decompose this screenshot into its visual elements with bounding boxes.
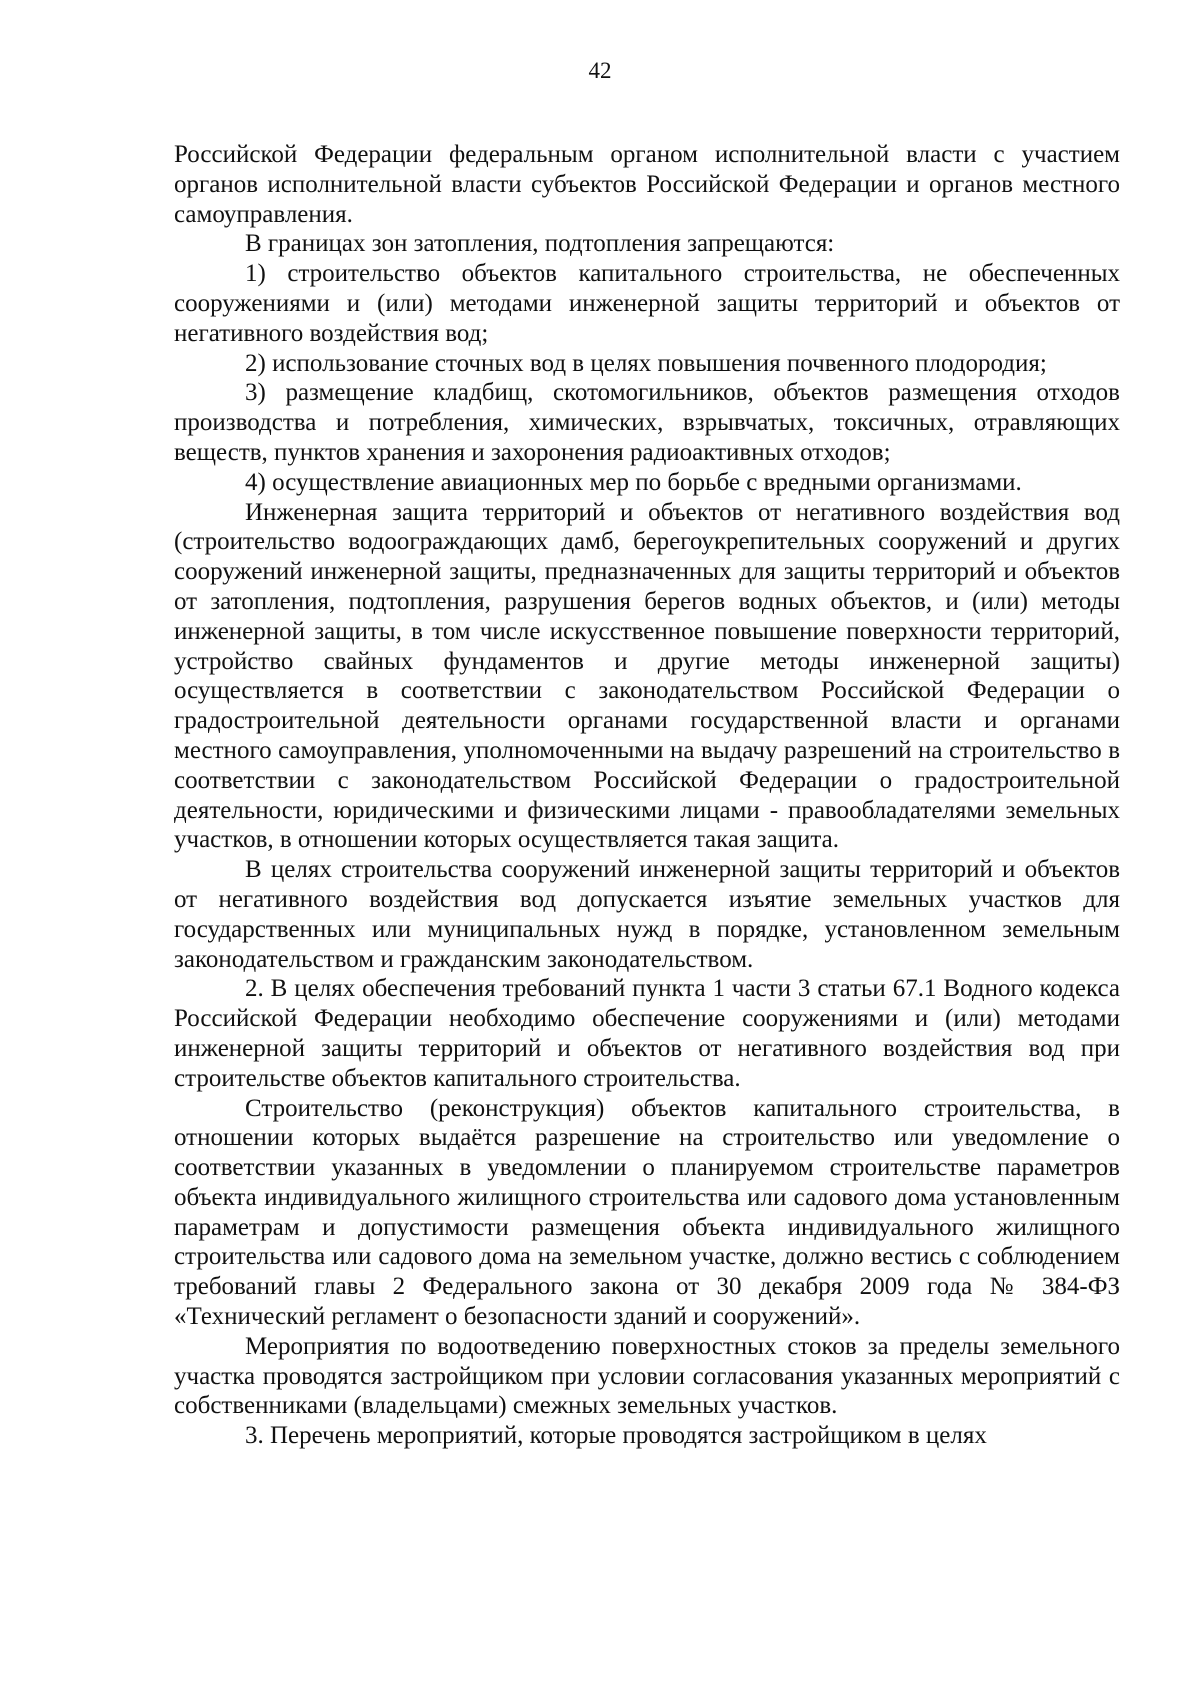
document-body — [174, 140, 1120, 1451]
list-item-4: 4) осуществление авиационных мер по борьбе с вредными организмами. — [245, 468, 1022, 496]
list-item-3: 3) размещение кладбищ, скотомогильников, объектов размещения отходов производства и потребления, химических, взрывчатых, токсичных, отравляющих веществ, пунктов хранения и захоронения радиоактивных отходов; — [174, 379, 1120, 466]
paragraph-prohibitions-intro: В границах зон затопления, подтопления запрещаются: — [245, 230, 835, 258]
paragraph-construction-requirements: Строительство (реконструкция) объектов капитального строительства, в отношении которых выдаётся разрешение на строительство или уведомление о соответствии указанных в уведомлении о планируемом строительстве параметров объекта индивидуального жилищного строительства или садового дома установленным параметрам и допустимости размещения объекта индивидуального жилищного строительства или садового дома на земельном участке, должно вестись с соблюдением требований главы 2 Федерального закона от 30 декабря 2009 года № 384-ФЗ «Технический регламент о безопасности зданий и сооружений». — [174, 1094, 1120, 1331]
paragraph-land-seizure: В целях строительства сооружений инженерной защиты территорий и объектов от негативного воздействия вод допускается изъятие земельных участков для государственных или муниципальных нужд в порядке, установленном земельным законодательством и гражданским законодательством. — [174, 856, 1120, 973]
paragraph-drainage: Мероприятия по водоотведению поверхностных стоков за пределы земельного участка проводятся застройщиком при условии согласования указанных мероприятий с собственниками (владельцами) смежных земельных участков. — [174, 1332, 1120, 1420]
paragraph-continuation: Российской Федерации федеральным органом исполнительной власти с участием органов исполнительной власти субъектов Российской Федерации и органов местного самоуправления. — [174, 141, 1120, 228]
list-item-1: 1) строительство объектов капитального строительства, не обеспеченных сооружениями и (или) методами инженерной защиты территорий и объектов от негативного воздействия вод; — [174, 260, 1120, 347]
page-number: 42 — [588, 58, 612, 83]
paragraph-engineering-protection: Инженерная защита территорий и объектов от негативного воздействия вод (строительство водоограждающих дамб, берегоукрепительных сооружений и других сооружений инженерной защиты, предназначенных для защиты территорий и объектов от затопления, подтопления, разрушения берегов водных объектов, и (или) методы инженерной защиты, в том числе искусственное повышение поверхности территорий, устройство свайных фундаментов и другие методы инженерной защиты) осуществляется в соответствии с законодательством Российской Федерации о градостроительной деятельности органами государственной власти и органами местного самоуправления, уполномоченными на выдачу разрешений на строительство в соответствии с законодательством Российской Федерации о градостроительной деятельности, юридическими и физическими лицами - правообладателями земельных участков, в отношении которых осуществляется такая защита. — [174, 498, 1120, 854]
list-item-2: 2) использование сточных вод в целях повышения почвенного плодородия; — [245, 349, 1047, 377]
paragraph-section-2: 2. В целях обеспечения требований пункта 1 части 3 статьи 67.1 Водного кодекса Российской Федерации необходимо обеспечение сооружениями и (или) методами инженерной защиты территорий и объектов от негативного воздействия вод при строительстве объектов капитального строительства. — [174, 975, 1120, 1092]
paragraph-section-3: 3. Перечень мероприятий, которые проводятся застройщиком в целях — [245, 1422, 987, 1450]
